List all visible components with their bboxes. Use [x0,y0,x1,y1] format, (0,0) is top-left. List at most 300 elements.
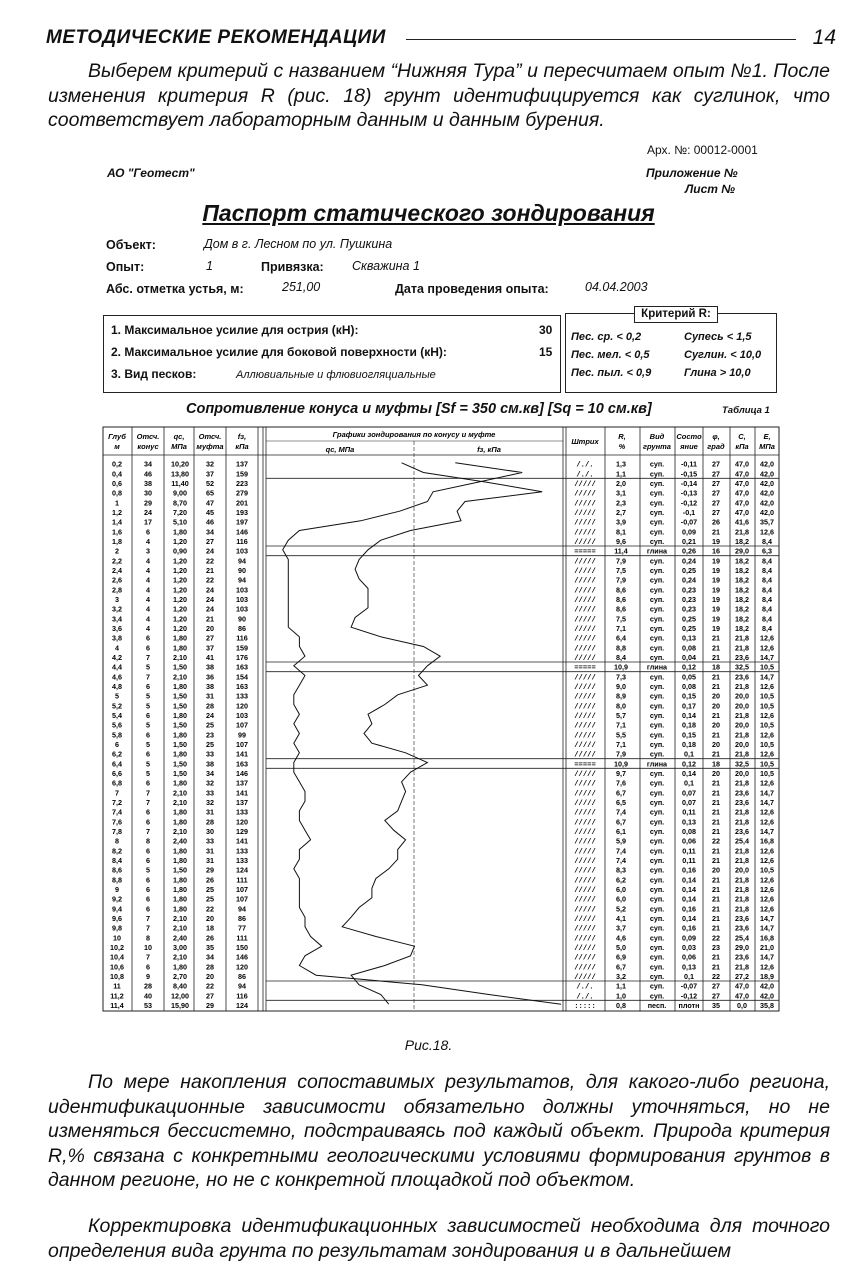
table-cell: песп. [647,1001,667,1010]
table-cell: 20 [712,701,720,711]
table-cell: 27 [712,479,720,488]
table-cell: 18,2 [735,624,749,633]
table-cell: 94 [238,981,246,991]
table-cell: 31 [206,691,214,701]
table-cell: 8,4 [112,856,122,865]
graph-title: Графики зондирования по конусу и муфте [332,430,496,439]
table-cell: 38 [206,759,214,769]
table-cell: 12,00 [171,991,189,1001]
table-cell: 24 [206,711,214,720]
table-cell: 23,6 [735,653,749,662]
table-cell: 146 [236,952,248,962]
table-cell: 42,0 [760,488,774,498]
table-cell: 141 [236,749,248,759]
table-cell: 103 [236,595,248,604]
table-cell: 20 [712,740,720,749]
table-cell: 1,80 [173,885,187,894]
table-cell: 5 [146,865,150,875]
table-cell: 163 [236,662,248,672]
table-cell: суп. [649,556,665,566]
table-cell: 3 [146,546,150,556]
column-header: fз, [237,432,247,441]
table-cell: 24 [206,595,214,604]
hatch-cell: ===== [574,761,596,770]
table-cell: 5,2 [112,701,122,711]
table-cell: 0,11 [682,846,696,856]
table-cell: суп. [649,875,665,885]
table-cell: 6,7 [616,962,626,972]
table-cell: 23,6 [735,952,749,962]
hatch-cell: /./. [576,461,594,470]
table-cell: 146 [236,769,248,778]
table-cell: 21,8 [735,904,749,914]
table-cell: 11,4 [614,546,628,556]
hatch-cell: ///// [574,819,596,828]
table-cell: глина [646,662,668,672]
table-cell: 0,24 [682,556,696,566]
table-cell: 6,7 [616,788,626,798]
table-cell: 1,80 [173,643,187,653]
table-cell: 4 [146,624,150,633]
table-cell: суп. [649,585,665,595]
hatch-cell: ///// [574,867,596,876]
table-cell: -0,13 [680,488,698,498]
table-cell: 14,7 [760,827,774,836]
table-cell: 5,6 [112,720,122,730]
table-cell: 34 [206,952,214,962]
table-cell: 19 [712,624,720,633]
column-header: грунта [643,442,671,451]
table-cell: 7,5 [616,566,626,575]
table-cell: 0,14 [682,875,696,885]
table-cell: 141 [236,836,248,846]
table-cell: 0,1 [684,778,694,788]
table-cell: 4,6 [112,672,122,682]
table-cell: 5 [146,701,150,711]
table-cell: 1,4 [112,517,122,527]
table-cell: 21 [712,798,720,807]
table-cell: 7,6 [616,778,626,788]
table-cell: 2,40 [173,933,187,943]
table-cell: 4 [146,575,150,585]
table-cell: 28 [206,701,214,711]
table-cell: 6 [115,740,119,749]
table-cell: 4 [146,595,150,604]
table-cell: суп. [649,923,665,933]
hatch-cell: ///// [574,577,596,586]
table-cell: 24 [206,585,214,595]
table-cell: 3,6 [112,624,122,633]
hatch-cell: ///// [574,751,596,760]
table-cell: 20 [712,865,720,875]
table-cell: 26 [712,517,720,527]
table-cell: 1,50 [173,759,187,769]
table-cell: 29,0 [735,943,749,952]
figure-caption: Рис.18. [404,1037,453,1053]
table-cell: 26 [206,933,214,943]
table-cell: 21 [712,952,720,962]
table-cell: 7,9 [616,749,626,759]
table-cell: 7,2 [112,798,122,807]
binding-label: Привязка: [261,260,324,274]
table-cell: 5 [115,691,119,701]
hatch-cell: ///// [574,655,596,663]
table-cell: 2,8 [112,585,122,595]
table-cell: 18,2 [735,537,749,546]
table-cell: 0,08 [682,827,696,836]
table-cell: 6 [146,807,150,817]
column-header: R, [618,432,626,441]
table-cell: 21 [712,817,720,827]
table-cell: суп. [649,720,665,730]
table-cell: суп. [649,604,665,614]
table-cell: 20,0 [735,691,749,701]
column-header: Отсч. [136,432,160,441]
table-cell: суп. [649,614,665,624]
table-cell: 5 [146,740,150,749]
table-cell: 21 [712,894,720,904]
table-cell: 107 [236,740,248,749]
table-cell: 20,0 [735,769,749,778]
table-cell: 21 [206,614,214,624]
binding-value: Скважина 1 [352,259,420,273]
table-cell: 120 [236,701,248,711]
table-cell: 6,4 [112,759,122,769]
table-cell: суп. [649,498,665,508]
table-cell: 38 [206,662,214,672]
table-cell: 23,6 [735,914,749,923]
table-cell: 176 [236,653,248,662]
table-cell: 0,08 [682,643,696,653]
table-cell: 5 [146,720,150,730]
table-cell: 10,2 [110,943,124,952]
hatch-cell: ///// [574,635,596,644]
table-cell: 1,1 [616,981,626,991]
table-cell: 99 [238,730,246,740]
table-cell: 18,2 [735,604,749,614]
table-cell: 47,0 [735,498,749,508]
table-cell: 141 [236,788,248,798]
table-cell: 4 [146,537,150,546]
table-cell: суп. [649,527,665,537]
table-cell: 46 [206,517,214,527]
table-cell: суп. [649,730,665,740]
table-cell: суп. [649,827,665,836]
param-1-value: 30 [539,323,553,337]
table-cell: 111 [236,933,248,943]
table-cell: 0,8 [616,1001,626,1010]
table-cell: 21 [712,749,720,759]
table-cell: 5,0 [616,943,626,952]
column-header: конус [137,442,159,451]
table-cell: 8,4 [762,575,772,585]
hatch-cell: ///// [574,935,596,944]
table-cell: 7,4 [112,807,122,817]
table-cell: 8,2 [112,846,122,856]
table-cell: 2,6 [112,575,122,585]
table-cell: 18,2 [735,595,749,604]
column-header: E, [763,432,771,441]
table-cell: 8,70 [173,498,187,508]
table-cell: 1,80 [173,527,187,537]
table-cell: 5,4 [112,711,122,720]
table-cell: 107 [236,720,248,730]
table-cell: 6,0 [616,894,626,904]
table-cell: 7,6 [112,817,122,827]
table-cell: 21 [712,682,720,691]
table-cell: 22 [206,981,214,991]
table-cell: 6 [146,682,150,691]
table-cell: 20,0 [735,701,749,711]
table-cell: 21,8 [735,711,749,720]
table-cell: -0,11 [681,459,697,469]
table-cell: 1,20 [173,585,187,595]
table-cell: 0,18 [682,720,696,730]
table-cell: 27 [712,469,720,479]
table-cell: 21,8 [735,962,749,972]
table-cell: 1,20 [173,595,187,604]
table-cell: -0,12 [680,498,698,508]
table-cell: 8,4 [762,537,772,546]
table-cell: 1,20 [173,604,187,614]
table-cell: суп. [649,575,665,585]
table-cell: 7 [146,827,150,836]
hatch-cell: ///// [574,713,596,721]
table-cell: 2,10 [173,923,187,933]
table-cell: 25 [206,894,214,904]
table-cell: 7,3 [616,672,626,682]
table-cell: 16 [712,546,720,556]
table-cell: 5 [146,691,150,701]
table-cell: 1,50 [173,701,187,711]
table-cell: 8,6 [616,585,626,595]
table-cell: 32,5 [735,662,749,672]
table-cell: 29 [206,1001,214,1010]
table-cell: 47 [206,498,214,508]
table-cell: 32 [206,778,214,788]
hatch-cell: ///// [574,558,596,567]
table-cell: 13,80 [171,469,189,479]
table-cell: -0,07 [680,981,698,991]
hatch-cell: ///// [574,848,596,857]
table-cell: суп. [649,933,665,943]
table-cell: 14,7 [760,788,774,798]
table-cell: 4 [146,614,150,624]
paragraph-3: Корректировка идентификационных зависимостей необходима для точного определения вида грунта по результатам зондирования и в дальнейшем [48,1215,830,1262]
table-cell: 0,25 [682,624,696,633]
table-cell: 1,80 [173,778,187,788]
table-cell: 0,08 [682,682,696,691]
elevation-label: Абс. отметка устья, м: [106,282,244,296]
table-cell: 23,6 [735,788,749,798]
table-cell: 133 [236,691,248,701]
table-cell: 18 [712,662,720,672]
table-cell: 27 [712,991,720,1001]
hatch-cell: ///// [574,974,596,982]
table-cell: 21 [712,807,720,817]
hatch-cell: ///// [574,829,596,837]
criterion-row-3-right: Глина > 10,0 [684,367,751,379]
table-cell: 7 [115,788,119,798]
table-cell: 21 [712,527,720,537]
table-cell: 2,7 [616,508,626,517]
table-cell: 31 [206,807,214,817]
hatch-cell: ///// [574,906,596,915]
table-cell: 4,2 [112,653,122,662]
table-cell: 3,00 [173,943,187,952]
hatch-cell: ///// [574,742,596,750]
table-cell: 27 [712,459,720,469]
appendix-label: Приложение № [646,166,738,180]
table-cell: 1,80 [173,875,187,885]
object-label: Объект: [106,238,156,252]
hatch-cell: ///// [574,616,596,625]
table-cell: 10,6 [110,962,124,972]
table-cell: суп. [649,488,665,498]
table-cell: 9 [146,972,150,981]
table-cell: 20 [712,769,720,778]
table-cell: 2,4 [112,566,122,575]
paragraph-2: По мере накопления сопоставимых результатов, для какого-либо региона, идентификационные зависимости обязательно должны уточняться, но не изменяться бессистемно, подстраиваясь под каждый объект. Природа критерия R,% связана с конкретными геологическими условиями формирования грунтов в данном регионе, но не с конкретной площадкой под объектом. [48,1071,830,1191]
table-cell: суп. [649,691,665,701]
table-cell: 7 [146,798,150,807]
table-cell: 30 [206,827,214,836]
table-cell: 12,6 [760,682,774,691]
table-cell: 0,05 [682,672,696,682]
table-cell: 19 [712,566,720,575]
table-cell: 6,7 [616,817,626,827]
table-cell: 35,7 [760,517,774,527]
hatch-cell: ///// [574,529,596,538]
table-cell: суп. [649,962,665,972]
table-cell: суп. [649,508,665,517]
table-cell: 28 [206,962,214,972]
table-cell: 21 [712,914,720,923]
table-cell: 18,9 [760,972,774,981]
table-cell: 133 [236,846,248,856]
table-cell: 94 [238,556,246,566]
table-cell: 7 [146,914,150,923]
table-cell: суп. [649,846,665,856]
table-cell: 10,4 [110,952,124,962]
table-cell: 0,07 [682,798,696,807]
table-cell: 6,4 [616,633,626,643]
table-cell: 10,5 [760,720,774,730]
table-cell: суп. [649,952,665,962]
table-cell: 1,80 [173,904,187,914]
table-cell: плотн [678,1001,700,1010]
table-cell: 18 [712,759,720,769]
table-cell: 10,20 [171,459,189,469]
table-cell: 10 [144,943,152,952]
table-frame [103,427,779,1011]
table-cell: 3,1 [616,488,626,498]
hatch-cell: /./. [576,993,594,1002]
table-cell: 1,50 [173,769,187,778]
table-cell: 6,0 [616,885,626,894]
table-cell: суп. [649,653,665,662]
table-cell: 0,14 [682,769,696,778]
table-cell: 32 [206,798,214,807]
param-1-label: 1. Максимальное усилие для острия (кН): [111,323,359,337]
table-cell: 1 [115,498,119,508]
table-cell: 16,8 [760,933,774,943]
table-cell: 28 [206,817,214,827]
table-cell: 107 [236,885,248,894]
table-cell: 42,0 [760,459,774,469]
table-cell: 2,2 [112,556,122,566]
criterion-row-1-right: Супесь < 1,5 [684,331,752,343]
table-cell: 10,9 [614,759,628,769]
table-cell: 12,6 [760,856,774,865]
hatch-cell: ///// [574,693,596,702]
table-cell: 47,0 [735,981,749,991]
table-cell: 7,1 [616,740,626,749]
table-cell: 0,8 [112,488,122,498]
column-header: Глуб [108,432,126,441]
table-cell: 0,16 [682,923,696,933]
table-cell: 3,7 [616,923,626,933]
table-cell: 1,20 [173,614,187,624]
table-cell: 8 [146,836,150,846]
table-cell: 65 [206,488,214,498]
table-cell: 45 [206,508,214,517]
table-cell: 42,0 [760,479,774,488]
table-cell: 11,2 [110,991,124,1001]
table-cell: 1,1 [616,469,626,479]
table-cell: суп. [649,894,665,904]
table-cell: 5,8 [112,730,122,740]
table-cell: 47,0 [735,488,749,498]
table-cell: 1,50 [173,662,187,672]
sheet-label: Лист № [685,182,736,196]
table-cell: 0,11 [682,807,696,817]
object-value: Дом в г. Лесном по ул. Пушкина [204,237,393,251]
table-cell: 17 [144,517,152,527]
hatch-cell: ///// [574,587,596,596]
table-cell: 133 [236,807,248,817]
table-cell: 12,6 [760,962,774,972]
table-cell: 193 [236,508,248,517]
table-cell: 1,20 [173,624,187,633]
table-cell: 8,4 [762,556,772,566]
table-cell: 7,20 [173,508,187,517]
table-cell: 23,6 [735,672,749,682]
table-cell: 5,2 [616,904,626,914]
table-cell: 12,6 [760,875,774,885]
table-cell: 7 [146,923,150,933]
table-cell: суп. [649,991,665,1001]
table-cell: 33 [206,788,214,798]
table-cell: 146 [236,527,248,537]
table-cell: суп. [649,682,665,691]
table-cell: 120 [236,962,248,972]
table-cell: 21 [712,827,720,836]
param-2-value: 15 [539,345,553,359]
table-cell: 10,5 [760,740,774,749]
table-cell: 20,0 [735,720,749,730]
archive-number: Арх. №: 00012-0001 [647,143,758,157]
table-cell: 12,6 [760,807,774,817]
table-cell: 1,80 [173,962,187,972]
table-cell: 7,1 [616,720,626,730]
table-cell: 25 [206,740,214,749]
table-cell: 150 [236,943,248,952]
table-cell: 10,5 [760,759,774,769]
table-cell: 111 [236,875,248,885]
table-cell: 19 [712,595,720,604]
table-cell: 29 [206,865,214,875]
